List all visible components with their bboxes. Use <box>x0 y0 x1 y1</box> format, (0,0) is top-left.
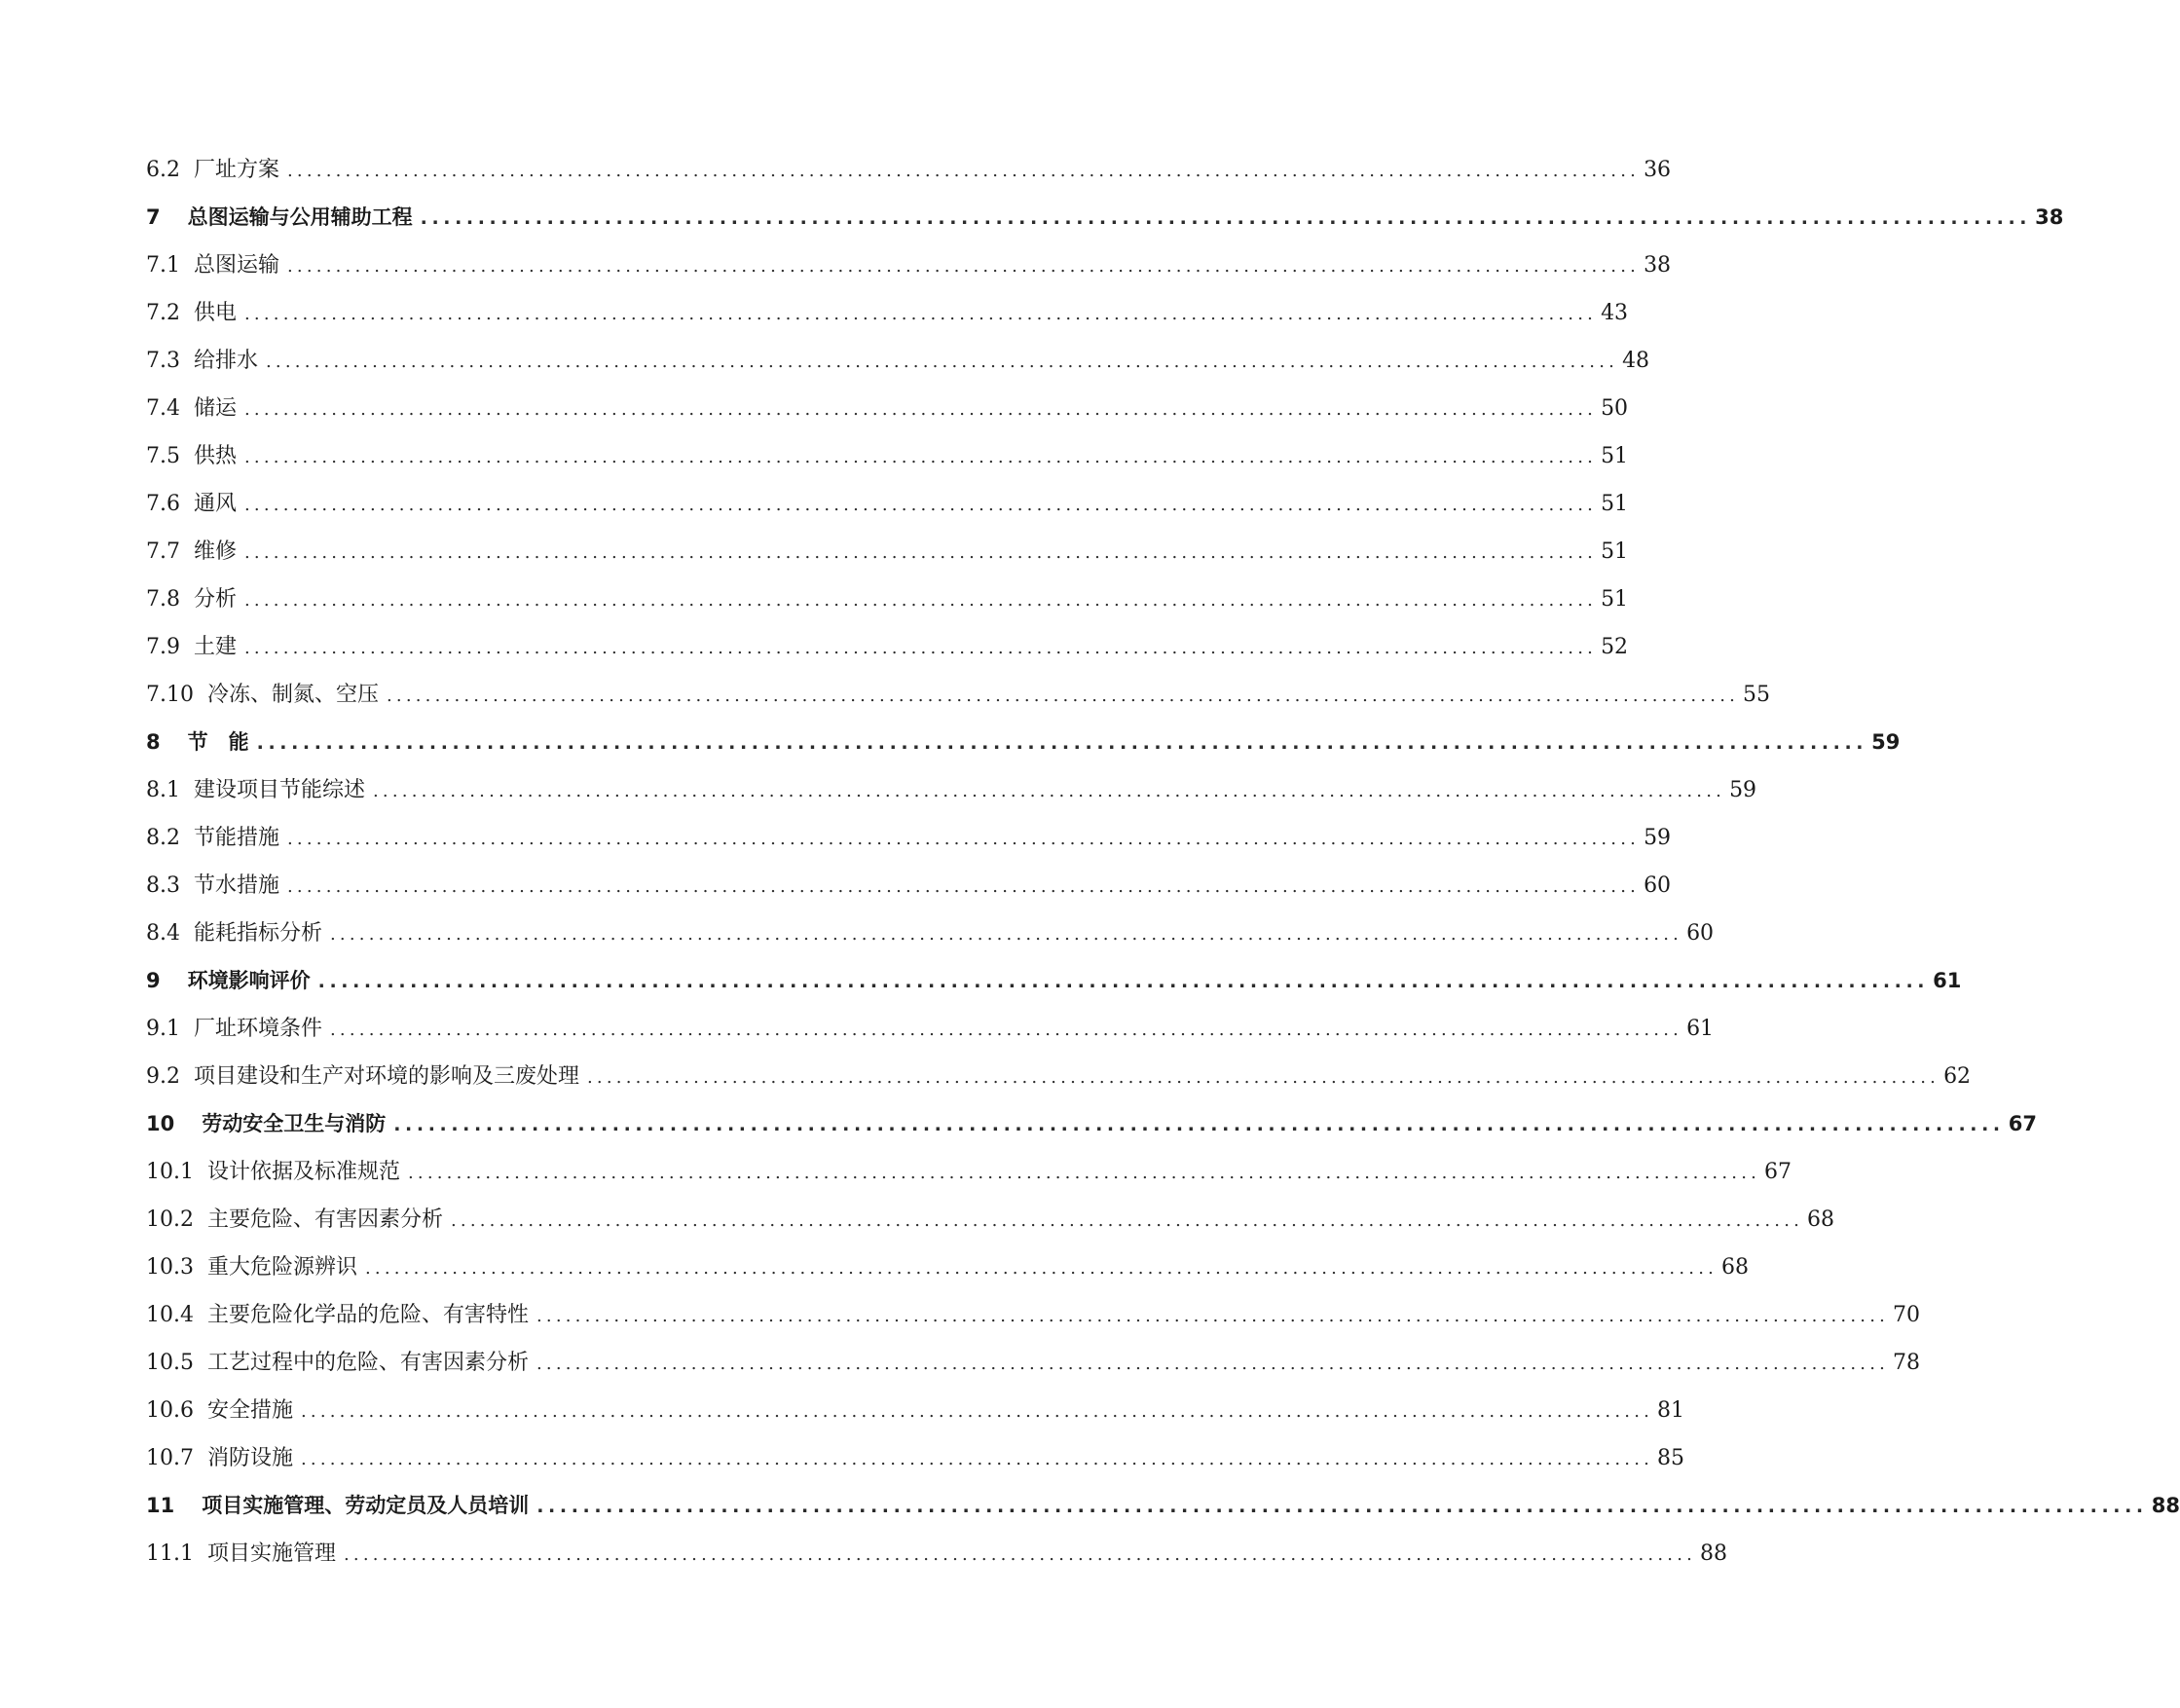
toc-entry-page: 67 <box>1764 1160 1792 1184</box>
toc-section-entry[interactable] <box>146 289 1629 337</box>
toc-entry-page: 67 <box>2008 1112 2037 1135</box>
toc-entry-page: 68 <box>1721 1255 1750 1280</box>
toc-dot-leader: ............................................................................................................................................ <box>244 542 1598 563</box>
toc-dot-leader: ............................................................................................................................................ <box>287 161 1641 181</box>
toc-entry-number: 8.2 <box>146 826 180 850</box>
toc-section-entry[interactable] <box>146 862 1672 910</box>
toc-entry-page: 48 <box>1622 349 1650 373</box>
toc-dot-leader: ............................................................................................................................................ <box>536 1306 1890 1326</box>
toc-dot-leader: ............................................................................................................................................ <box>287 256 1641 277</box>
toc-dot-leader: ............................................................................................................................................ <box>330 924 1683 945</box>
toc-section-entry[interactable] <box>146 1053 1972 1100</box>
toc-dot-leader: ............................................................................................................................................ <box>301 1401 1654 1422</box>
toc-entry-title: 供电 <box>194 301 238 325</box>
toc-entry-number: 6.2 <box>146 158 180 182</box>
toc-entry-number: 10.2 <box>146 1207 194 1232</box>
toc-entry-number: 8.3 <box>146 873 180 898</box>
toc-dot-leader: ............................................................................................................................................ <box>266 352 1619 372</box>
toc-entry-number: 9.2 <box>146 1064 180 1089</box>
toc-entry-title: 节水措施 <box>194 873 280 898</box>
toc-entry-number: 10.7 <box>146 1446 194 1470</box>
toc-dot-leader: ............................................................................................................................................ <box>393 1114 2005 1135</box>
toc-entry-title: 总图运输与公用辅助工程 <box>187 205 413 229</box>
toc-entry-title: 项目实施管理、劳动定员及人员培训 <box>202 1494 530 1517</box>
toc-entry-page: 59 <box>1644 826 1672 850</box>
toc-section-entry[interactable] <box>146 385 1629 432</box>
toc-section-entry[interactable] <box>146 1148 1792 1196</box>
toc-entry-title: 能耗指标分析 <box>194 921 323 946</box>
toc-dot-leader: ............................................................................................................................................ <box>244 447 1598 467</box>
toc-entry-number: 7.6 <box>146 492 180 516</box>
toc-entry-title: 劳动安全卫生与消防 <box>202 1112 387 1135</box>
table-of-contents <box>146 146 2180 1578</box>
toc-entry-title: 维修 <box>194 539 238 564</box>
toc-dot-leader: ............................................................................................................................................ <box>330 1020 1683 1040</box>
toc-section-entry[interactable] <box>146 814 1672 862</box>
toc-entry-page: 60 <box>1644 873 1672 898</box>
toc-entry-title: 项目实施管理 <box>206 1541 336 1566</box>
toc-dot-leader: ............................................................................................................................................ <box>244 495 1598 515</box>
toc-entry-page: 38 <box>1644 253 1672 278</box>
toc-entry-page: 51 <box>1601 587 1629 612</box>
toc-entry-page: 38 <box>2035 205 2064 229</box>
toc-chapter-entry[interactable] <box>146 1482 2180 1530</box>
toc-entry-title: 项目建设和生产对环境的影响及三废处理 <box>194 1064 580 1089</box>
toc-entry-title: 厂址环境条件 <box>194 1017 323 1041</box>
toc-chapter-entry[interactable] <box>146 957 1962 1005</box>
toc-section-entry[interactable] <box>146 528 1629 576</box>
toc-entry-title: 厂址方案 <box>194 158 280 182</box>
toc-section-entry[interactable] <box>146 432 1629 480</box>
toc-section-entry[interactable] <box>146 1530 1728 1578</box>
toc-entry-number: 7.7 <box>146 539 180 564</box>
toc-section-entry[interactable] <box>146 146 1672 194</box>
toc-section-entry[interactable] <box>146 1434 1685 1482</box>
toc-dot-leader: ............................................................................................................................................ <box>244 590 1598 611</box>
toc-entry-page: 60 <box>1686 921 1715 946</box>
toc-entry-page: 36 <box>1644 158 1672 182</box>
toc-dot-leader: ............................................................................................................................................ <box>408 1163 1761 1183</box>
toc-entry-page: 70 <box>1893 1303 1921 1327</box>
toc-dot-leader: ............................................................................................................................................ <box>244 399 1598 420</box>
toc-entry-page: 88 <box>2151 1494 2180 1517</box>
toc-entry-title: 建设项目节能综述 <box>194 778 366 802</box>
toc-dot-leader: ............................................................................................................................................ <box>536 1354 1890 1374</box>
toc-entry-page: 78 <box>1893 1351 1921 1375</box>
toc-entry-page: 59 <box>1871 730 1901 754</box>
toc-entry-number: 7.3 <box>146 349 180 373</box>
toc-entry-number: 7.4 <box>146 396 180 421</box>
toc-entry-number: 7.5 <box>146 444 180 468</box>
toc-entry-number: 10.3 <box>146 1255 194 1280</box>
toc-dot-leader: ............................................................................................................................................ <box>244 638 1598 658</box>
toc-dot-leader: ............................................................................................................................................ <box>373 781 1726 801</box>
toc-entry-title: 总图运输 <box>194 253 280 278</box>
toc-entry-number: 8 <box>146 730 161 754</box>
toc-entry-page: 52 <box>1601 635 1629 659</box>
toc-entry-number: 7.10 <box>146 683 194 707</box>
toc-dot-leader: ............................................................................................................................................ <box>420 207 2032 229</box>
toc-section-entry[interactable] <box>146 623 1629 671</box>
toc-entry-number: 10.1 <box>146 1160 194 1184</box>
toc-entry-page: 51 <box>1601 444 1629 468</box>
toc-entry-page: 50 <box>1601 396 1629 421</box>
toc-entry-page: 59 <box>1729 778 1757 802</box>
toc-dot-leader: ............................................................................................................................................ <box>587 1067 1940 1088</box>
toc-dot-leader: ............................................................................................................................................ <box>365 1258 1718 1279</box>
toc-section-entry[interactable] <box>146 1005 1715 1053</box>
toc-dot-leader: ............................................................................................................................................ <box>317 971 1930 992</box>
toc-chapter-entry[interactable] <box>146 194 2064 241</box>
toc-entry-number: 10 <box>146 1112 175 1135</box>
toc-dot-leader: ............................................................................................................................................ <box>244 304 1598 324</box>
toc-dot-leader: ............................................................................................................................................ <box>536 1496 2148 1517</box>
toc-entry-page: 61 <box>1933 969 1962 992</box>
toc-dot-leader: ............................................................................................................................................ <box>287 829 1641 849</box>
toc-entry-title: 工艺过程中的危险、有害因素分析 <box>206 1351 529 1375</box>
toc-entry-title: 节 能 <box>187 730 249 754</box>
toc-entry-title: 主要危险化学品的危险、有害特性 <box>206 1303 529 1327</box>
toc-entry-number: 11.1 <box>146 1541 194 1566</box>
toc-entry-title: 冷冻、制氮、空压 <box>206 683 379 707</box>
toc-entry-number: 7.8 <box>146 587 180 612</box>
toc-entry-title: 节能措施 <box>194 826 280 850</box>
toc-entry-number: 10.5 <box>146 1351 194 1375</box>
toc-entry-number: 10.4 <box>146 1303 194 1327</box>
toc-entry-number: 7.9 <box>146 635 180 659</box>
toc-entry-page: 51 <box>1601 539 1629 564</box>
toc-entry-number: 10.6 <box>146 1398 194 1423</box>
toc-dot-leader: ............................................................................................................................................ <box>344 1544 1697 1565</box>
toc-dot-leader: ............................................................................................................................................ <box>256 732 1868 754</box>
toc-section-entry[interactable] <box>146 910 1715 957</box>
toc-section-entry[interactable] <box>146 671 1771 719</box>
toc-entry-title: 土建 <box>194 635 238 659</box>
toc-entry-page: 85 <box>1657 1446 1685 1470</box>
toc-entry-page: 61 <box>1686 1017 1715 1041</box>
toc-chapter-entry[interactable] <box>146 1100 2037 1148</box>
toc-entry-number: 11 <box>146 1494 175 1517</box>
toc-entry-page: 43 <box>1601 301 1629 325</box>
toc-section-entry[interactable] <box>146 1339 1921 1387</box>
toc-entry-title: 通风 <box>194 492 238 516</box>
toc-entry-number: 9.1 <box>146 1017 180 1041</box>
toc-section-entry[interactable] <box>146 1196 1835 1244</box>
toc-entry-title: 分析 <box>194 587 238 612</box>
toc-entry-title: 重大危险源辨识 <box>206 1255 357 1280</box>
toc-entry-title: 设计依据及标准规范 <box>206 1160 400 1184</box>
toc-entry-page: 62 <box>1943 1064 1972 1089</box>
toc-entry-title: 安全措施 <box>206 1398 293 1423</box>
toc-entry-number: 7 <box>146 205 161 229</box>
toc-entry-title: 环境影响评价 <box>187 969 311 992</box>
toc-entry-title: 主要危险、有害因素分析 <box>206 1207 443 1232</box>
toc-section-entry[interactable] <box>146 1387 1685 1434</box>
toc-entry-number: 9 <box>146 969 161 992</box>
toc-entry-title: 给排水 <box>194 349 259 373</box>
toc-entry-page: 81 <box>1657 1398 1685 1423</box>
toc-entry-title: 消防设施 <box>206 1446 293 1470</box>
toc-entry-title: 储运 <box>194 396 238 421</box>
toc-section-entry[interactable] <box>146 337 1650 385</box>
toc-entry-number: 7.1 <box>146 253 180 278</box>
toc-section-entry[interactable] <box>146 1244 1750 1291</box>
toc-entry-number: 7.2 <box>146 301 180 325</box>
toc-entry-number: 8.4 <box>146 921 180 946</box>
toc-dot-leader: ............................................................................................................................................ <box>451 1210 1804 1231</box>
toc-dot-leader: ............................................................................................................................................ <box>387 686 1740 706</box>
toc-entry-title: 供热 <box>194 444 238 468</box>
toc-entry-page: 68 <box>1807 1207 1835 1232</box>
toc-dot-leader: ............................................................................................................................................ <box>287 876 1641 897</box>
toc-dot-leader: ............................................................................................................................................ <box>301 1449 1654 1469</box>
toc-entry-page: 88 <box>1700 1541 1728 1566</box>
toc-entry-page: 55 <box>1743 683 1771 707</box>
toc-entry-page: 51 <box>1601 492 1629 516</box>
toc-section-entry[interactable] <box>146 480 1629 528</box>
toc-section-entry[interactable] <box>146 766 1757 814</box>
toc-entry-number: 8.1 <box>146 778 180 802</box>
toc-chapter-entry[interactable] <box>146 719 1901 766</box>
toc-section-entry[interactable] <box>146 576 1629 623</box>
toc-section-entry[interactable] <box>146 241 1672 289</box>
toc-section-entry[interactable] <box>146 1291 1921 1339</box>
